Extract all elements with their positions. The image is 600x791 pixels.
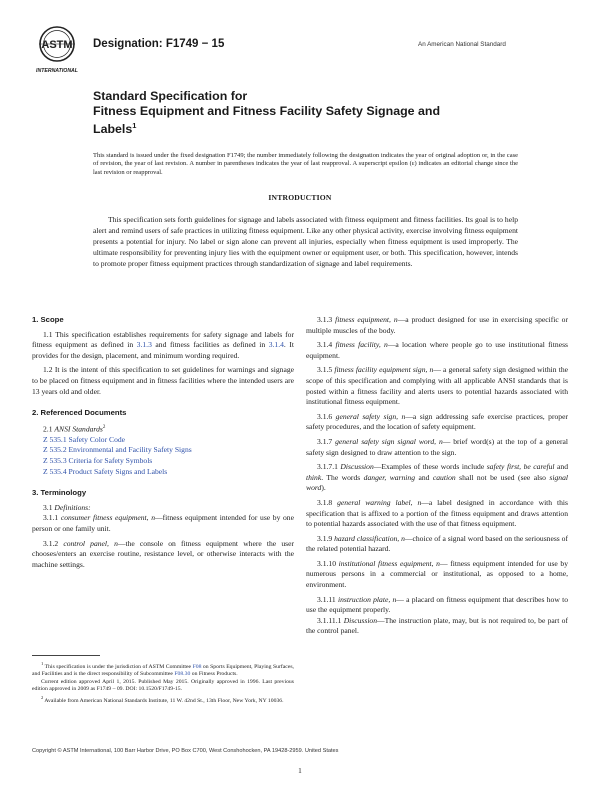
ref-title-link[interactable]: Safety Color Code — [68, 434, 126, 444]
title-line-1: Standard Specification for — [93, 89, 248, 103]
ref-item — [32, 456, 294, 467]
definition-3-1-7: 3.1.7 general safety sign signal word, n— brief word(s) at the top of a general safety sign designed to draw attention to the sign. — [306, 436, 568, 457]
right-column — [306, 315, 568, 637]
ref-item — [32, 435, 294, 446]
title-line-2: Fitness Equipment and Fitness Facility Safety Signage and — [93, 104, 441, 118]
page-number: 1 — [298, 766, 302, 775]
issue-statement: This standard is issued under the fixed designation F1749; the number immediately following the designation indicates the year of original adoption or, in the case of revision, the year of last revision. A number in parentheses indicates the year of last reapproval. A superscript epsilon (ε) indicates an editorial change since the last revision or reapproval. — [93, 152, 518, 176]
definition-3-1-9: 3.1.9 hazard classification, n—choice of a signal word based on the seriousness of the related potential hazard. — [306, 533, 568, 554]
definition-3-1-1: 3.1.1 consumer fitness equipment, n—fitness equipment intended for use by one person or one family unit. — [32, 513, 294, 534]
definition-3-1-10: 3.1.10 institutional fitness equipment, n— fitness equipment intended for use by numerous persons in a commercial or institutional, as opposed to a home, environment. — [306, 558, 568, 590]
paragraph-2-1: 2.1 ANSI Standards$^2$ — [43, 424, 106, 434]
copyright: Copyright © ASTM International, 100 Barr Harbor Drive, PO Box C700, West Conshohocken, PA 19428-2959. United States — [32, 748, 339, 754]
footnotes — [32, 660, 294, 705]
ref-item — [32, 445, 294, 456]
section-1-heading: 1. Scope — [32, 315, 64, 324]
ref-code-link[interactable]: Z 535.1 — [43, 434, 67, 444]
paragraph-1-2: 1.2 It is the intent of this specification to set guidelines for warnings and signage to be placed on fitness equipment and in fitness facilities where the intended users are 13 years old and older. — [32, 365, 294, 396]
definition-3-1-4: 3.1.4 fitness facility, n—a location where people go to use institutional fitness equipment. — [306, 340, 568, 360]
title-line-3 — [93, 119, 136, 137]
definition-3-1-6: 3.1.6 general safety sign, n—a sign addressing safe exercise practices, proper safety procedures, and the location of safety equipment. — [306, 411, 568, 432]
introduction-heading: INTRODUCTION — [268, 193, 332, 202]
ref-code-link[interactable]: Z 535.2 — [43, 445, 67, 455]
introduction-text: This specification sets forth guidelines for signage and labels associated with fitness equipment and fitness facilities. Its goal is to help alert and remind users of safe practices in utilizing fitness equipment. Like any other physical activity, exercise involving fitness equipment presents a potential for injury. No label or sign alone can prevent all injuries, especially when fitness equipment is used improperly. The ultimate responsibility for preventing injury lies with the equipment owner or equipment user, or both. This specification, however, intends to promote proper fitness equipment practices through standardization of signage and label requirements. — [93, 215, 518, 269]
svg-text:ASTM: ASTM — [41, 39, 73, 51]
definition-3-1-8: 3.1.8 general warning label, n—a label designed in accordance with this specification that is affixed to a portion of the fitness equipment and draws attention to potential hazards associated with the use of that fitness equipment. — [306, 497, 568, 529]
ref-title-link[interactable]: Environmental and Facility Safety Signs — [68, 445, 192, 455]
discussion-3-1-11-1: 3.1.11.1 Discussion—The instruction plate, may, but is not required to, be part of the control panel. — [306, 615, 569, 636]
link-f08[interactable]: F08 — [192, 663, 202, 670]
ref-title-link[interactable]: Product Safety Signs and Labels — [68, 466, 168, 476]
astm-logo — [33, 22, 81, 82]
footnote-1: $^1$ This specification is under the jurisdiction of ASTM Committee F08 on Sports Equipment, Playing Surfaces, and Facilities and is the direct responsibility of Subcommittee F08.30 on Fitness Products. — [32, 661, 294, 678]
definition-3-1-2: 3.1.2 control panel, n—the console on fitness equipment where the user chooses/enters an exercise routine, resistance level, or otherwise interacts with the machine settings. — [32, 538, 294, 569]
link-f08-30[interactable]: F08.30 — [174, 671, 191, 678]
ref-code-link[interactable]: Z 535.4 — [43, 466, 67, 476]
paragraph-3-1: 3.1 Definitions: — [43, 502, 91, 512]
left-column — [32, 315, 294, 570]
svg-text:INTERNATIONAL: INTERNATIONAL — [36, 68, 78, 74]
section-3-heading: 3. Terminology — [32, 488, 87, 498]
footnote-1-edition: Current edition approved April 1, 2015. Published May 2015. Originally approved in 1996. Last previous edition approved in 2009 as F1749 – 09. DOI: 10.1520/F1749-15. — [32, 678, 294, 693]
section-2-heading: 2. Referenced Documents — [32, 408, 127, 418]
definition-3-1-3: 3.1.3 fitness equipment, n—a product designed for use in exercising specific or multiple muscles of the body. — [306, 315, 568, 335]
link-3-1-4[interactable]: 3.1.4 — [268, 340, 284, 350]
title-footnote-mark[interactable]: 1 — [132, 121, 137, 130]
footnote-2-mark[interactable]: 2 — [102, 424, 106, 430]
definition-3-1-5: 3.1.5 fitness facility equipment sign, n— a general safety sign designed within the scope of this specification and complying with all applicable ANSI standards that is posted within a fitness facility and alerts users to potential hazards associated with institutional fitness equipment. — [306, 365, 568, 407]
footnote-2: $^2$ Available from American National Standards Institute, 11 W. 42nd St., 13th Floor, New York, NY 10036. — [41, 694, 284, 704]
ref-item — [32, 467, 294, 478]
designation: Designation: F1749 − 15 — [93, 38, 225, 50]
footnote-divider — [32, 655, 100, 656]
definition-3-1-11: 3.1.11 instruction plate, n— a placard on fitness equipment that describes how to use the equipment properly. — [306, 594, 568, 615]
discussion-3-1-7-1: 3.1.7.1 Discussion—Examples of these words include safety first, be careful and think. The words danger, warning and caution shall not be used (see also signal word). — [306, 462, 568, 493]
link-3-1-3[interactable]: 3.1.3 — [136, 340, 152, 350]
paragraph-1-1: 1.1 This specification establishes requirements for safety signage and labels for fitness equipment as defined in 3.1.3 and fitness facilities as defined in 3.1.4. It provides for the design, placement, and minimum wording required. — [32, 329, 294, 360]
ans-label: An American National Standard — [418, 41, 506, 48]
ref-code-link[interactable]: Z 535.3 — [43, 456, 67, 466]
astm-logo-icon — [33, 22, 81, 82]
ref-title-link[interactable]: Criteria for Safety Symbols — [68, 456, 153, 466]
title-line-3-text: Labels — [93, 122, 133, 137]
